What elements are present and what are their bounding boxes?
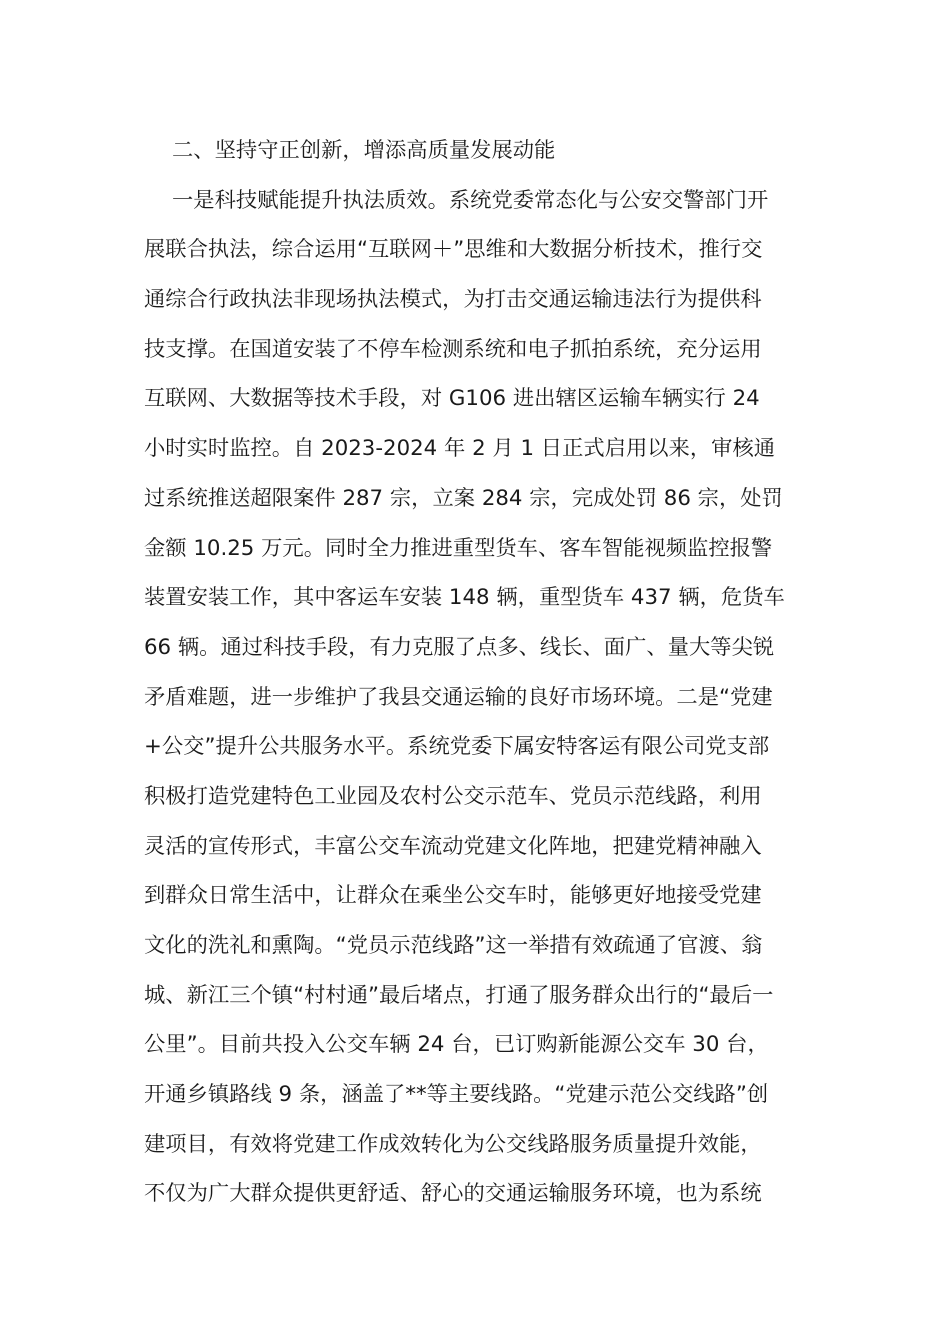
paragraph-line-6: 小时实时监控。自 2023-2024 年 2 月 1 日正式启用以来，审核通 bbox=[144, 436, 776, 462]
paragraph-line-16: 文化的洗礼和熏陶。“党员示范线路”这一举措有效疏通了官渡、翁 bbox=[144, 933, 763, 958]
paragraph-line-7: 过系统推送超限案件 287 宗，立案 284 宗，完成处罚 86 宗，处罚 bbox=[144, 485, 783, 511]
paragraph-line-18: 公里”。目前共投入公交车辆 24 台，已订购新能源公交车 30 台， bbox=[144, 1032, 769, 1058]
document-body bbox=[144, 126, 807, 1219]
paragraph-line-5: 互联网、大数据等技术手段，对 G106 进出辖区运输车辆实行 24 bbox=[144, 386, 760, 412]
paragraph-line-3: 通综合行政执法非现场执法模式，为打击交通运输违法行为提供科 bbox=[144, 287, 762, 313]
section-heading: 二、坚持守正创新，增添高质量发展动能 bbox=[172, 138, 556, 163]
paragraph-line-19: 开通乡镇路线 9 条，涵盖了**等主要线路。“党建示范公交线路”创 bbox=[144, 1082, 769, 1108]
paragraph-line-21: 不仅为广大群众提供更舒适、舒心的交通运输服务环境，也为系统 bbox=[144, 1181, 762, 1207]
paragraph-line-9: 装置安装工作，其中客运车安装 148 辆，重型货车 437 辆，危货车 bbox=[144, 585, 785, 611]
paragraph-line-14: 灵活的宣传形式，丰富公交车流动党建文化阵地，把建党精神融入 bbox=[144, 833, 762, 859]
paragraph-line-2: 展联合执法，综合运用“互联网＋”思维和大数据分析技术，推行交 bbox=[144, 237, 763, 263]
paragraph-line-17: 城、新江三个镇“村村通”最后堵点，打通了服务群众出行的“最后一 bbox=[144, 982, 774, 1008]
paragraph-line-13: 积极打造党建特色工业园及农村公交示范车、党员示范线路，利用 bbox=[144, 783, 762, 809]
paragraph-line-12: +公交”提升公共服务水平。系统党委下属安特客运有限公司党支部 bbox=[144, 734, 770, 760]
paragraph-line-20: 建项目，有效将党建工作成效转化为公交线路服务质量提升效能， bbox=[144, 1131, 762, 1157]
paragraph-line-10: 66 辆。通过科技手段，有力克服了点多、线长、面广、量大等尖锐 bbox=[144, 634, 775, 660]
paragraph-line-1: 一是科技赋能提升执法质效。系统党委常态化与公安交警部门开 bbox=[172, 187, 769, 213]
paragraph-line-15: 到群众日常生活中，让群众在乘坐公交车时，能够更好地接受党建 bbox=[144, 883, 762, 909]
paragraph-line-8: 金额 10.25 万元。同时全力推进重型货车、客车智能视频监控报警 bbox=[144, 535, 773, 561]
paragraph-line-11: 矛盾难题，进一步维护了我县交通运输的良好市场环境。二是“党建 bbox=[144, 684, 773, 710]
paragraph-line-4: 技支撑。在国道安装了不停车检测系统和电子抓拍系统，充分运用 bbox=[144, 336, 762, 362]
